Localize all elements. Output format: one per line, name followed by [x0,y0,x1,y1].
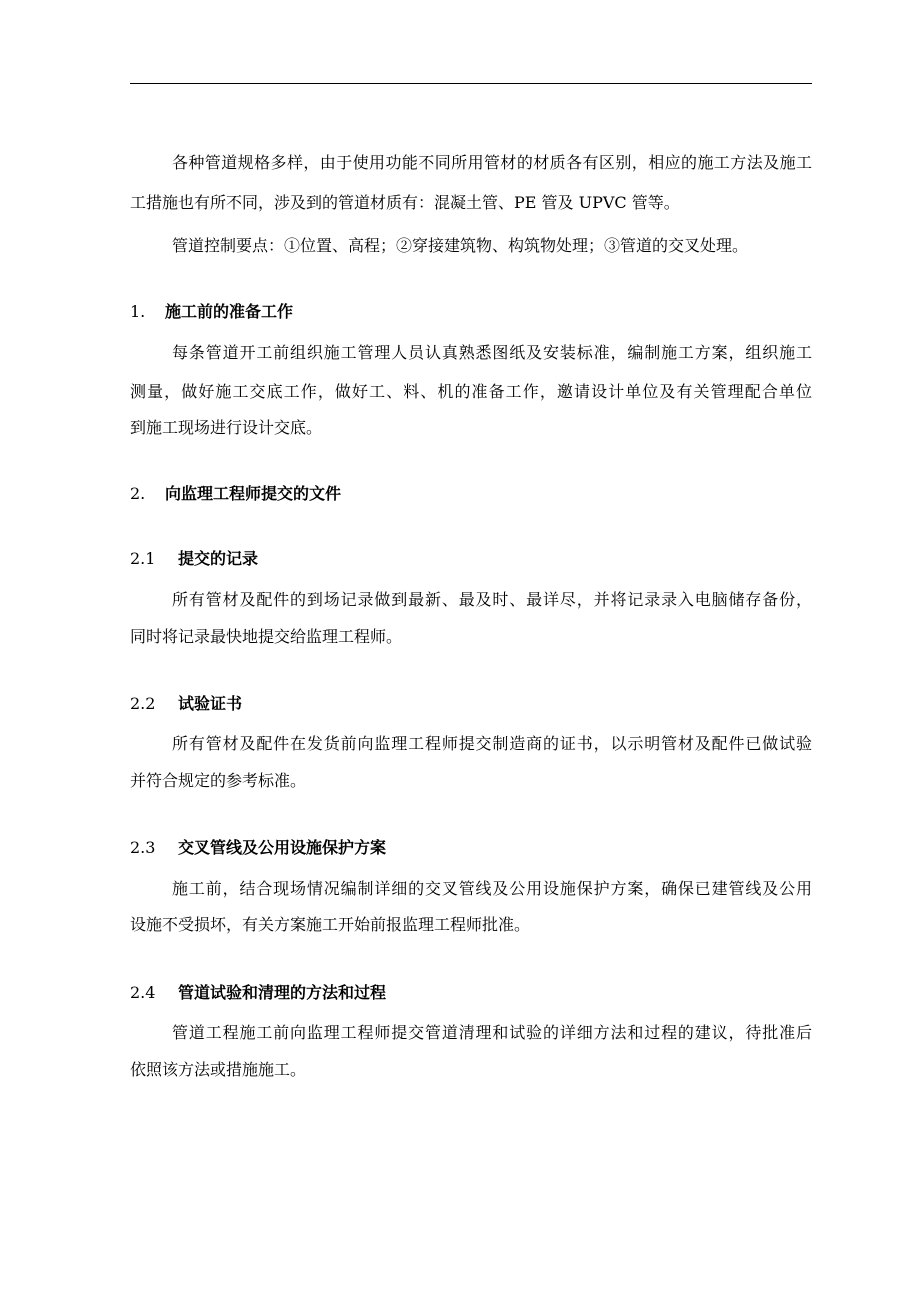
section-title: 施工前的准备工作 [165,302,294,321]
paragraph-line: 管道工程施工前向监理工程师提交管道清理和试验的详细方法和过程的建议，待批准后 [172,1023,812,1042]
paragraph-line: 到施工现场进行设计交底。 [130,418,323,437]
paragraph-line: 依照该方法或措施施工。 [130,1060,307,1079]
paragraph-line: 设施不受损坏，有关方案施工开始前报监理工程师批准。 [130,915,531,934]
paragraph-line: 施工前，结合现场情况编制详细的交叉管线及公用设施保护方案，确保已建管线及公用 [172,879,812,898]
subsection-title: 交叉管线及公用设施保护方案 [178,838,387,857]
section-number: 2. [130,484,146,503]
paragraph-line: 工措施也有所不同，涉及到的管道材质有：混凝土管、PE 管及 UPVC 管等。 [130,193,680,212]
subsection-title: 管道试验和清理的方法和过程 [178,983,387,1002]
paragraph-line: 各种管道规格多样，由于使用功能不同所用管材的材质各有区别，相应的施工方法及施工 [172,153,812,172]
subsection-number: 2.2 [130,694,156,713]
subsection-title: 提交的记录 [178,549,259,568]
section-title: 向监理工程师提交的文件 [165,484,342,503]
paragraph-line: 同时将记录最快地提交给监理工程师。 [130,627,403,646]
section-number: 1. [130,302,146,321]
paragraph-line: 管道控制要点：①位置、高程；②穿接建筑物、构筑物处理；③管道的交叉处理。 [172,236,749,255]
paragraph-line: 每条管道开工前组织施工管理人员认真熟悉图纸及安装标准，编制施工方案，组织施工 [172,343,812,362]
paragraph-line: 测量，做好施工交底工作，做好工、料、机的准备工作，邀请设计单位及有关管理配合单位 [130,382,812,401]
subsection-number: 2.3 [130,838,156,857]
subsection-title: 试验证书 [178,694,243,713]
paragraph-line: 所有管材及配件的到场记录做到最新、最及时、最详尽，并将记录录入电脑储存备份， [172,590,812,609]
subsection-number: 2.4 [130,983,156,1002]
paragraph-line: 并符合规定的参考标准。 [130,771,307,790]
subsection-number: 2.1 [130,549,156,568]
paragraph-line: 所有管材及配件在发货前向监理工程师提交制造商的证书，以示明管材及配件已做试验 [172,734,812,753]
header-rule [130,83,812,84]
